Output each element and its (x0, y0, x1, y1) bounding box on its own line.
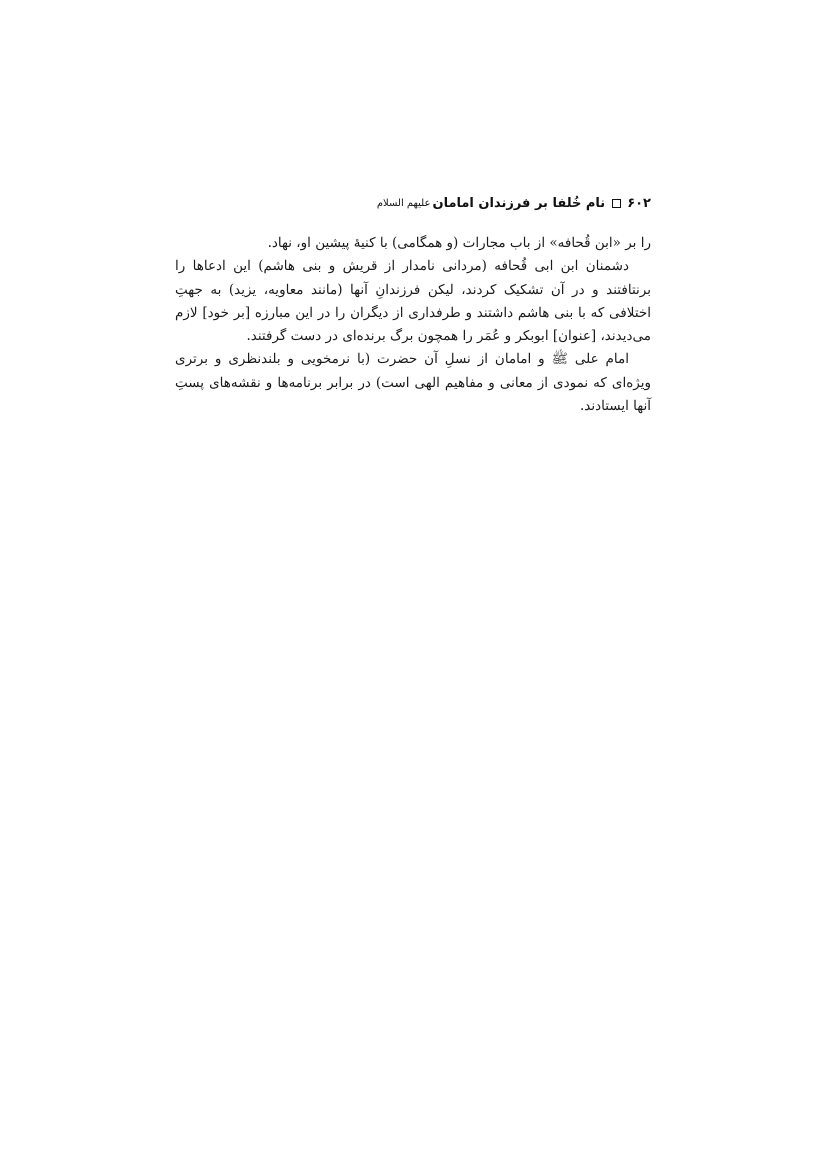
running-title: نام خُلفا بر فرزندان امامان (432, 196, 606, 211)
paragraph-2: دشمنان ابن ابی قُحافه (مردانی نامدار از قریش و بنی هاشم) این ادعاها را برنتافتند و در آن تشکیک کردند، لیکن فرزندانِ آنها (مانند معاویه، یزید) به جهتِ اختلافی که با بنی هاشم داشتند و طرفداری از دیگران را در این مبارزه [بر خود] لازم می‌دیدند، [عنوان] ابوبکر و عُمَر را همچون برگ برنده‌ای در دست گرفتند. (175, 258, 651, 345)
square-ornament-icon (612, 199, 621, 208)
paragraph-3: امام علی ﷺ و امامان از نسلِ آن حضرت (با نرمخویی و بلندنظری و برتری ویژه‌ای که نمودی از معانی و مفاهیم الهی است) در برابر برنامه‌ها و نقشه‌های پستِ آنها ایستادند. (175, 351, 651, 415)
honorific-glyph: علیهم السلام (376, 198, 431, 209)
body-text (175, 232, 651, 418)
running-header (175, 196, 651, 211)
page-number: ۶۰۲ (627, 196, 651, 211)
paragraph-1: را بر «ابن قُحافه» از باب مجارات (و همگامی) با کنیهٔ پیشین او، نهاد. (267, 235, 651, 251)
